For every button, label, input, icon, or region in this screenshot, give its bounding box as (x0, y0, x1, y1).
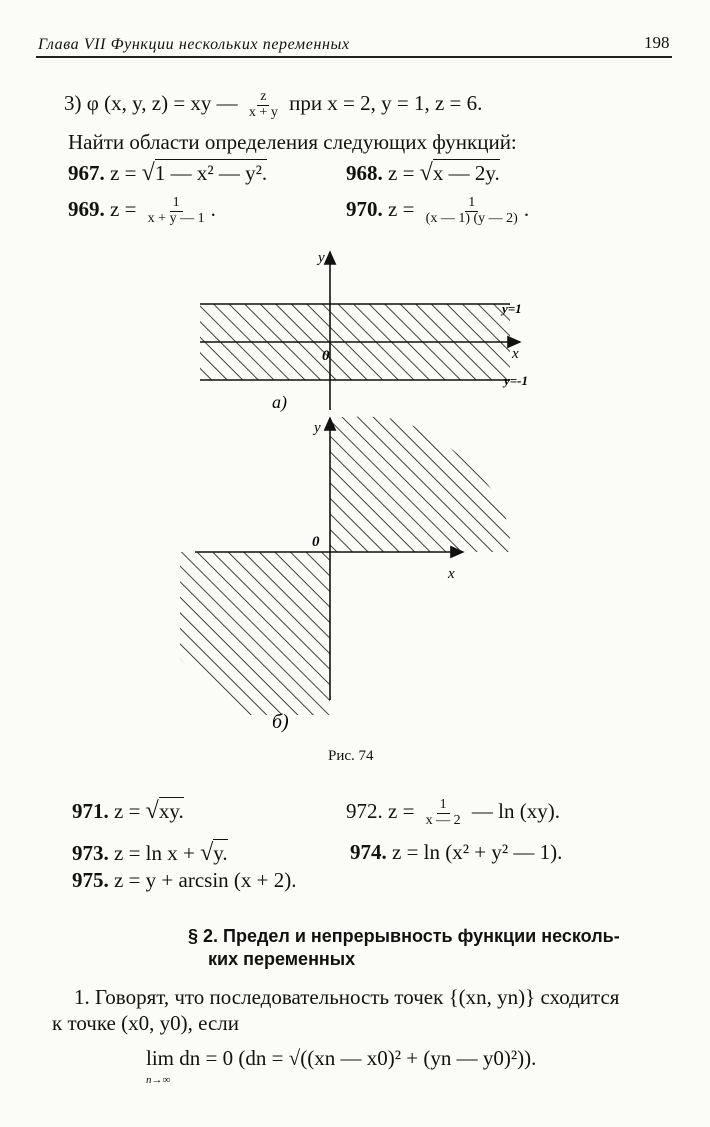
problem-fraction (423, 798, 464, 828)
panel-a-label: а) (272, 392, 287, 412)
panel-a (200, 250, 528, 413)
upper-line-label: y=1 (502, 301, 522, 316)
running-header: Глава VII Функции нескольких переменных (38, 36, 350, 53)
problem-967 (68, 160, 267, 187)
problem-lhs: z = (388, 197, 415, 221)
y-axis-label-b: y (314, 420, 321, 436)
problem-number: 971. (72, 799, 109, 823)
page-number: 198 (644, 33, 670, 52)
third-quadrant-region (180, 552, 330, 715)
lower-line-label: y=-1 (504, 373, 529, 388)
fraction-numerator: 1 (170, 196, 183, 212)
header-rule (36, 56, 672, 58)
problem-970 (346, 196, 529, 226)
fraction-numerator: 1 (437, 798, 450, 814)
y-axis-label-a: y (318, 250, 325, 266)
limit-subscript: n→∞ (146, 1074, 171, 1086)
limit-formula: lim dn = 0 (dn = √((xn — x0)² + (yn — y0)²)). (146, 1046, 537, 1070)
fraction-numerator: z (257, 90, 269, 106)
problem-lhs: z = (114, 799, 141, 823)
problem-lhs: z = ln x + (114, 841, 195, 865)
paragraph-line-1: 1. Говорят, что последовательность точек {(xn, yn)} сходится (74, 985, 620, 1009)
radicand: x — 2y. (432, 161, 500, 185)
fraction-denominator: x + y — 1 (147, 210, 205, 226)
problem-969 (68, 196, 216, 226)
problem-3-condition: при x = 2, y = 1, z = 6. (289, 91, 483, 115)
problem-968 (346, 160, 500, 187)
problem-number: 973. (72, 841, 109, 865)
problem-3-label: 3) (64, 91, 82, 115)
fraction-denominator: x + y (248, 104, 278, 120)
origin-label-a: 0 (322, 348, 330, 364)
section-heading (188, 925, 620, 971)
problem-lhs: z = (110, 197, 137, 221)
problem-number: 970. (346, 197, 383, 221)
problem-number: 968. (346, 161, 383, 185)
problem-973 (72, 840, 228, 867)
problem-3-lhs: φ (x, y, z) = xy — (86, 91, 238, 115)
fraction-numerator: 1 (465, 196, 478, 212)
figure-74 (180, 240, 540, 740)
problem-expression: z = y + arcsin (x + 2). (114, 868, 297, 892)
instruction-text: Найти области определения следующих функций: (68, 130, 517, 154)
problem-fraction (145, 196, 208, 226)
fraction-denominator: x — 2 (425, 812, 461, 828)
problem-number: 969. (68, 197, 105, 221)
problem-rhs: — ln (xy). (471, 799, 560, 823)
problem-974 (350, 840, 562, 865)
sqrt-icon: √ (200, 840, 214, 866)
problem-972 (346, 798, 560, 828)
problem-period: . (523, 197, 530, 221)
problem-number: 974. (350, 840, 387, 864)
first-quadrant-region (330, 417, 510, 552)
problem-fraction (423, 196, 521, 226)
fraction-denominator: (x — 1) (y — 2) (425, 210, 518, 226)
paragraph-line-2: к точке (x0, y0), если (52, 1011, 239, 1035)
panel-b (180, 417, 510, 733)
x-axis-label-b: x (448, 566, 455, 582)
problem-3-fraction (246, 90, 281, 120)
figure-caption: Рис. 74 (328, 748, 374, 764)
problem-expression: z = ln (x² + y² — 1). (392, 840, 563, 864)
radicand: 1 — x² — y². (154, 161, 268, 185)
problem-number: 972. (346, 799, 383, 823)
problem-971 (72, 798, 184, 825)
sqrt-icon: √ (419, 160, 433, 186)
problem-lhs: z = (110, 161, 137, 185)
problem-number: 975. (72, 868, 109, 892)
radicand: xy. (158, 799, 184, 823)
x-axis-label-a: x (512, 346, 519, 362)
problem-lhs: z = (388, 799, 415, 823)
sqrt-icon: √ (141, 160, 155, 186)
problem-975 (72, 868, 296, 893)
radicand: y. (213, 841, 228, 865)
sqrt-icon: √ (145, 798, 159, 824)
panel-b-label: б) (272, 711, 289, 733)
section-heading-line-1: § 2. Предел и непрерывность функции несколь- (188, 926, 620, 946)
problem-lhs: z = (388, 161, 415, 185)
problem-3 (64, 90, 482, 120)
problem-number: 967. (68, 161, 105, 185)
section-heading-line-2: ких переменных (208, 949, 356, 969)
origin-label-b: 0 (312, 534, 320, 550)
problem-period: . (210, 197, 216, 221)
